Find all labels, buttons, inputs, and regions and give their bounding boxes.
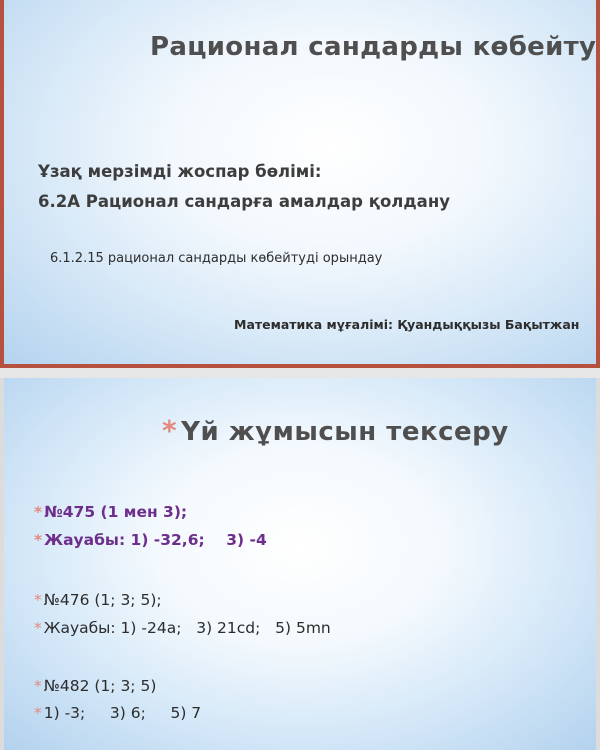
star-bullet-icon: * xyxy=(34,503,43,521)
slide-title-heading: Рационал сандарды көбейту xyxy=(150,32,597,62)
list-item-text: №476 (1; 3; 5); xyxy=(43,591,162,609)
star-bullet-icon: * xyxy=(34,677,42,695)
plan-section: 6.2А Рационал сандарға амалдар қолдану xyxy=(38,192,450,211)
star-bullet-icon: * xyxy=(34,704,42,722)
list-item-text: №475 (1 мен 3); xyxy=(44,503,188,521)
learning-objective: 6.1.2.15 рационал сандарды көбейтуді орындау xyxy=(50,251,383,266)
homework-title-text: Үй жұмысын тексеру xyxy=(181,417,509,447)
list-item-text: Жауабы: 1) -32,6; 3) -4 xyxy=(44,531,267,549)
slide-title xyxy=(0,0,600,368)
star-bullet-icon: * xyxy=(34,591,42,609)
homework-title xyxy=(162,414,509,447)
teacher-credit: Математика мұғалімі: Қуандыққызы Бақытжан xyxy=(234,317,580,332)
plan-label: Ұзақ мерзімді жоспар бөлімі: xyxy=(38,162,322,181)
star-bullet-icon: * xyxy=(162,414,178,447)
list-item xyxy=(34,619,331,637)
list-item xyxy=(34,677,156,695)
list-item-text: 1) -3; 3) 6; 5) 7 xyxy=(43,704,202,722)
list-item xyxy=(34,531,267,549)
list-item xyxy=(34,503,187,521)
list-item xyxy=(34,704,201,722)
star-bullet-icon: * xyxy=(34,531,43,549)
list-item-text: Жауабы: 1) -24а; 3) 21cd; 5) 5mn xyxy=(43,619,331,637)
star-bullet-icon: * xyxy=(34,619,42,637)
list-item-text: №482 (1; 3; 5) xyxy=(43,677,157,695)
list-item xyxy=(34,591,162,609)
